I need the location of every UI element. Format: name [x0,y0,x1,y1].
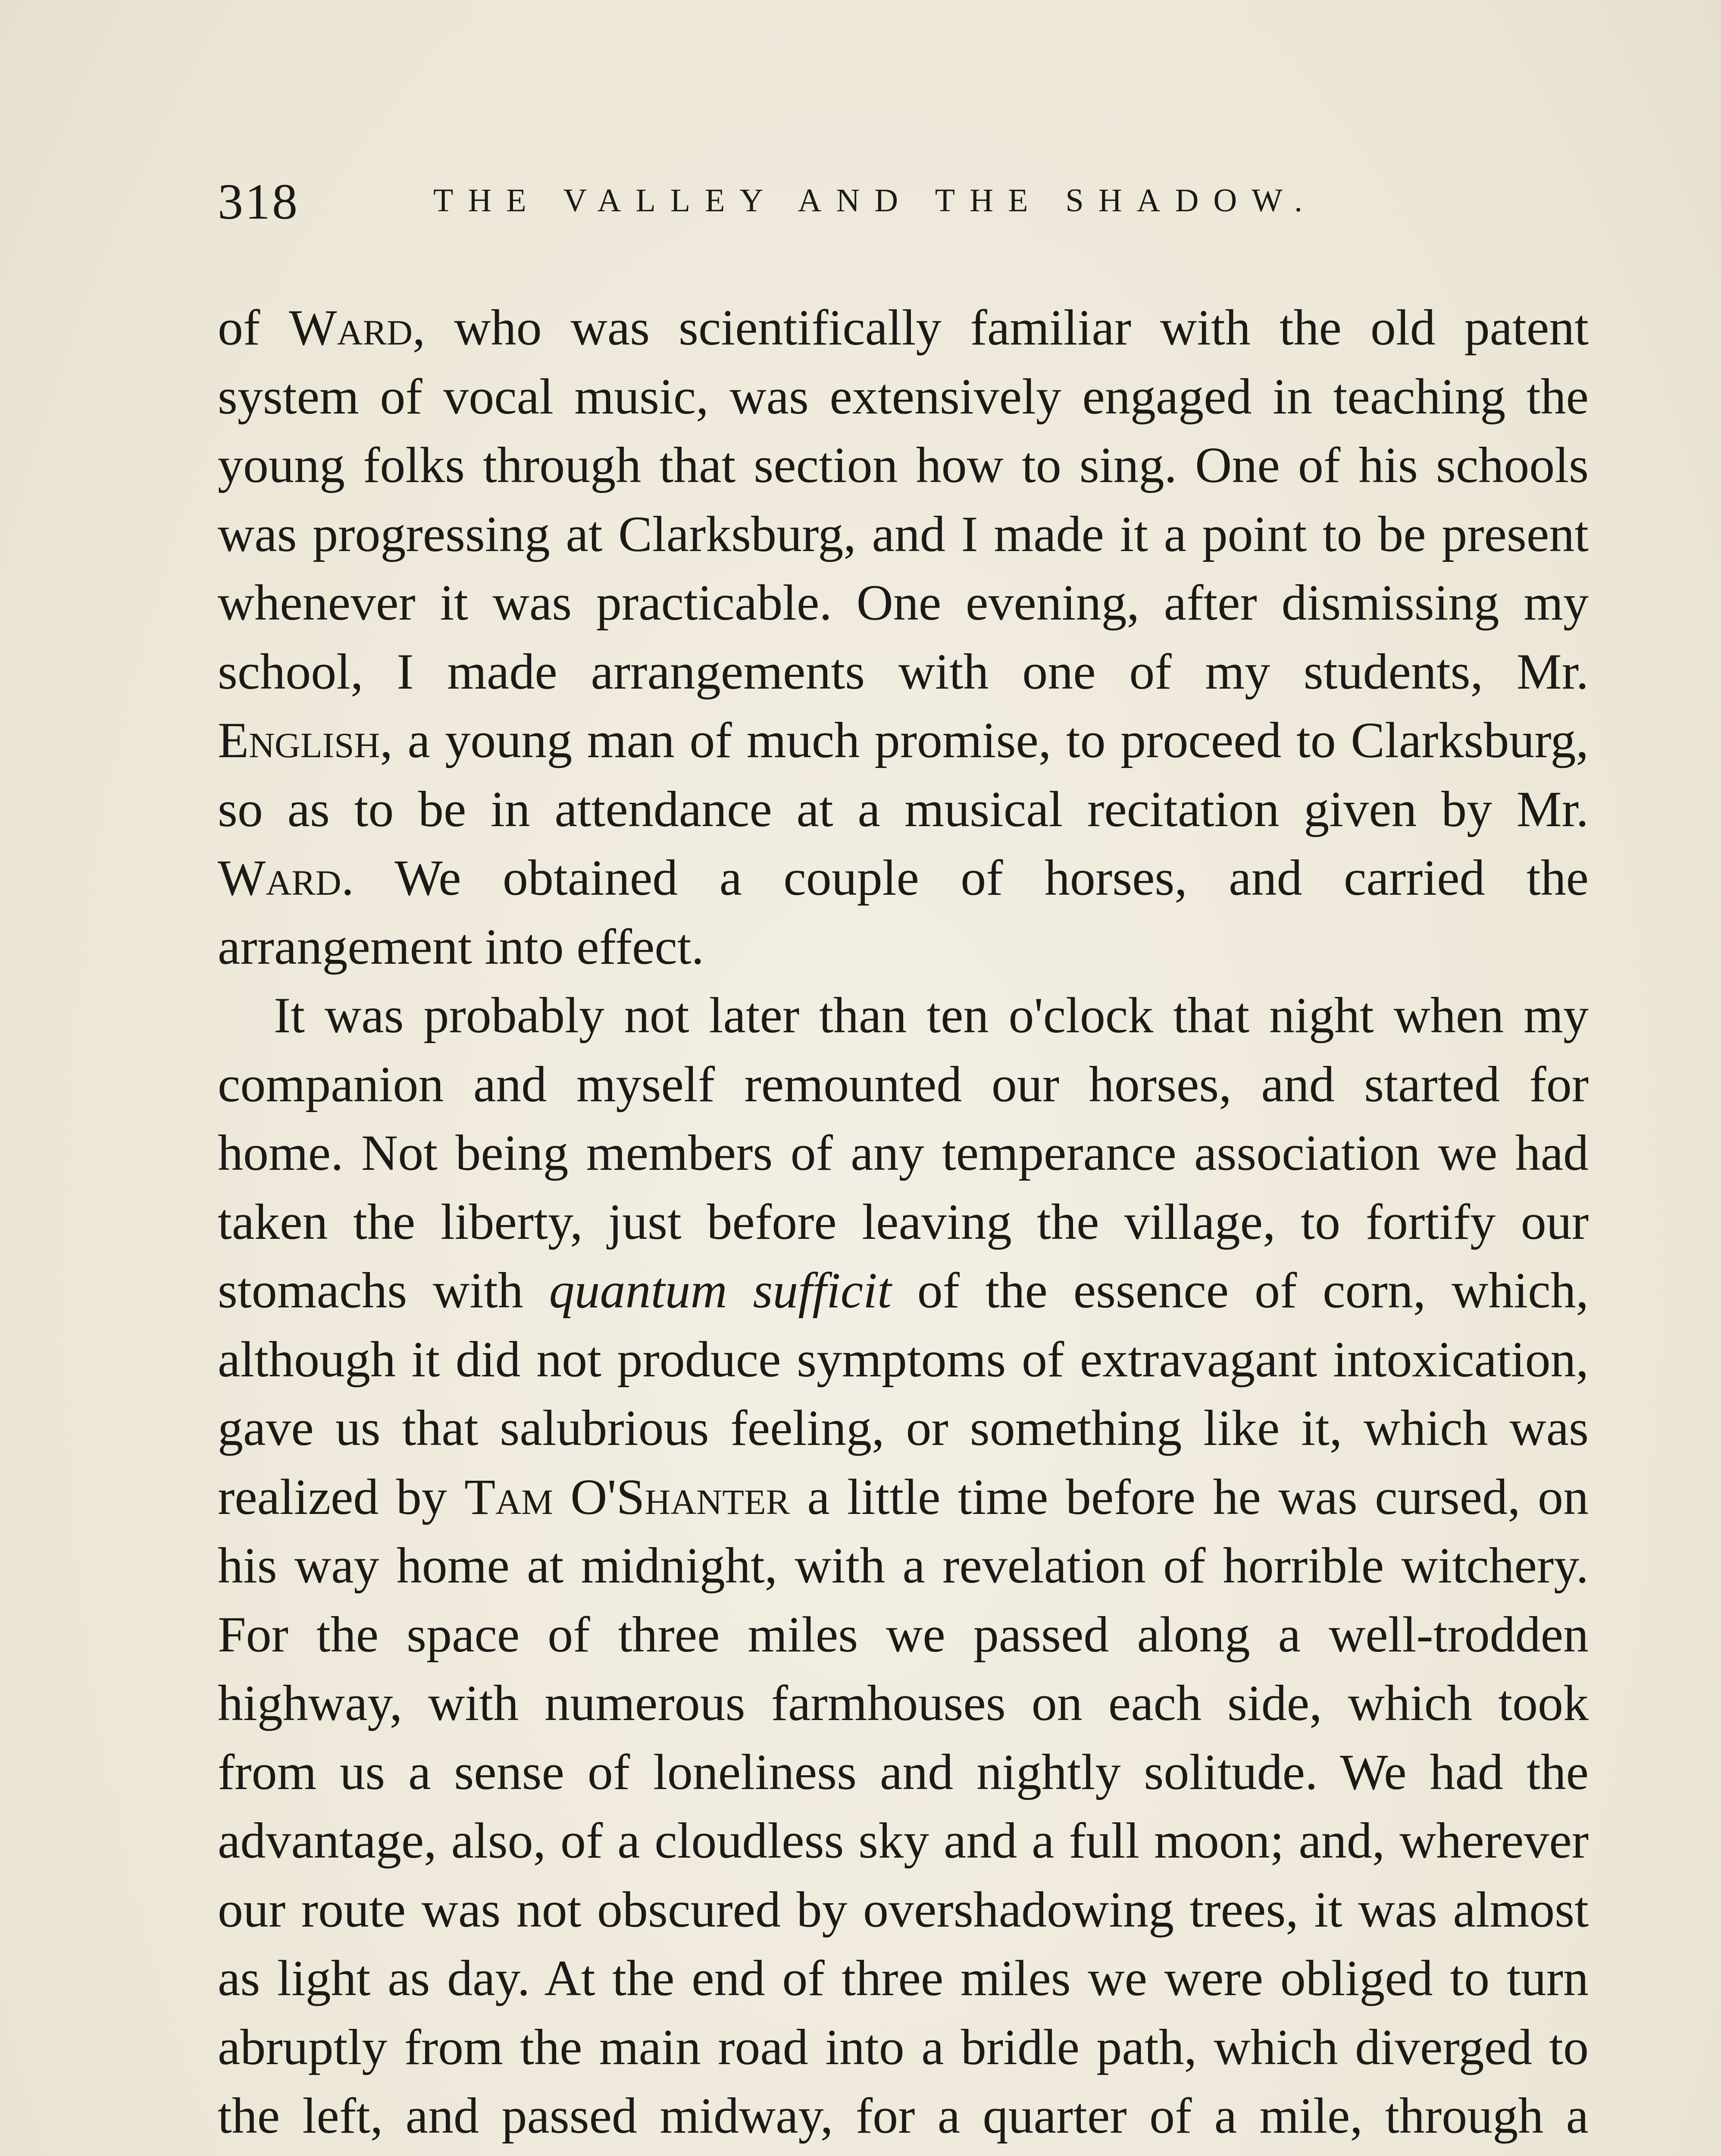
paragraph-1-text-4: . We obtained a couple of horses, and carried the arrangement into effect. [218,849,1589,975]
paragraph-1 [218,293,1589,981]
running-head: THE VALLEY AND THE SHADOW. [433,182,1317,219]
page-number: 318 [218,173,299,230]
name-ward: Ward [289,299,413,356]
latin-phrase: quantum sufficit [549,1262,892,1319]
body-text [218,293,1589,2156]
paragraph-1-text-2: , who was scientifically familiar with the old patent system of vocal music, was extensively engaged in teaching the young folks through that section how to sing. One of his schools was progressing at Clarksburg, and I made it a point to be present whenever it was practicable. One evening, after dismissing my school, I made arrangements with one of my students, Mr. [218,299,1589,700]
name-tam-oshanter: Tam O'Shanter [464,1468,790,1525]
page-header [218,172,1589,237]
paragraph-1-text-1: of [218,299,289,356]
paragraph-2-text-3: a little time before he was cursed, on his way home at midnight, with a revelation of horrible witchery. For the space of three miles we passed along a well-trodden highway, with numerous farmhouses on each side, which took from us a sense of loneliness and nightly solitude. We had the advantage, also, of a cloudless sky and a full moon; and, wherever our route was not obscured by overshadowing trees, it was almost as light as day. At the end of three miles we were obliged to turn abruptly from the main road into a bridle path, which diverged to the left, and passed midway, for a quarter of a mile, through a [218,1468,1589,2144]
paragraph-2 [218,981,1589,2156]
name-english: English [218,712,380,768]
name-ward-2: Ward [218,849,341,906]
paragraph-1-text-3: , a young man of much promise, to proceed to Clarksburg, so as to be in attendance at a musical recitation given by Mr. [218,712,1589,837]
paragraph-2-text-1: It was probably not later than ten o'clock that night when my companion and myself remounted our horses, and started for home. Not being members of any temperance association we had taken the liberty, just before leaving the village, to fortify our stomachs with [218,987,1589,1319]
paragraph-2-text-2: of the essence of corn, which, although it did not produce symptoms of extravagant intoxication, gave us that salubrious feeling, or something like it, which was realized by [218,1262,1589,1525]
